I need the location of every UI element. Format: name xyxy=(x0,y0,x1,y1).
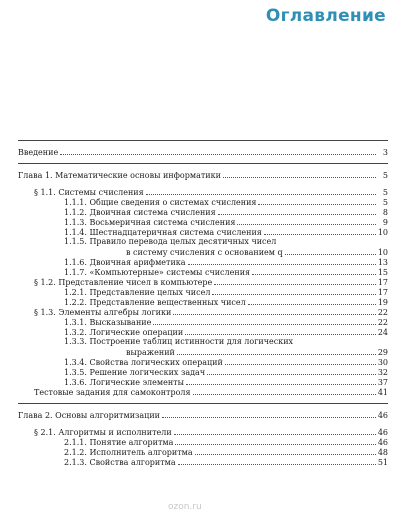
spacer xyxy=(18,420,388,427)
toc-entry-page: 8 xyxy=(382,208,388,217)
toc-entry[interactable] xyxy=(18,387,388,397)
dot-leader xyxy=(212,287,375,295)
dot-leader xyxy=(195,447,376,455)
page-title: Оглавление xyxy=(265,6,386,26)
toc-entry-page: 46 xyxy=(377,438,388,447)
toc-entry-label: 2.1.1. Понятие алгоритма xyxy=(64,438,174,447)
toc-entry-page: 30 xyxy=(377,358,388,367)
dot-leader xyxy=(252,267,376,275)
toc-entry-label: Введение xyxy=(18,148,59,157)
toc-entry[interactable] xyxy=(18,237,388,247)
toc-entry-label: 1.2.1. Представление целых чисел xyxy=(64,288,211,297)
toc-entry[interactable] xyxy=(18,207,388,217)
dot-leader xyxy=(173,307,376,315)
toc-entry[interactable] xyxy=(18,297,388,307)
toc-entry-page: 48 xyxy=(377,448,388,457)
toc-entry[interactable] xyxy=(18,437,388,447)
separator-line xyxy=(18,163,388,164)
dot-leader xyxy=(258,197,376,205)
toc-entry-label: § 1.1. Системы счисления xyxy=(34,188,144,197)
toc-entry-label: 1.3.3. Построение таблиц истинности для логических xyxy=(64,337,294,346)
dot-leader xyxy=(60,147,376,155)
dot-leader xyxy=(237,217,376,225)
toc-entry-page: 13 xyxy=(377,258,388,267)
toc-entry-page: 37 xyxy=(377,378,388,387)
toc-entry-page: 15 xyxy=(377,268,388,277)
toc-entry-label: Глава 2. Основы алгоритмизации xyxy=(18,411,160,420)
toc-entry-page: 51 xyxy=(377,458,388,467)
toc-entry-label: 1.3.6. Логические элементы xyxy=(64,378,184,387)
toc-entry-label: 1.3.2. Логические операции xyxy=(64,328,184,337)
dot-leader xyxy=(225,357,376,365)
dot-leader xyxy=(188,257,376,265)
toc-entry[interactable] xyxy=(18,327,388,337)
toc-entry-page: 10 xyxy=(377,228,388,237)
toc-entry-page: 9 xyxy=(382,218,388,227)
toc-entry[interactable] xyxy=(18,257,388,267)
toc-entry[interactable] xyxy=(18,307,388,317)
spacer xyxy=(18,180,388,187)
toc-entry-page: 10 xyxy=(377,248,388,257)
toc-entry[interactable] xyxy=(18,287,388,297)
toc-entry[interactable] xyxy=(18,427,388,437)
toc-entry[interactable] xyxy=(18,187,388,197)
dot-leader xyxy=(177,347,376,355)
toc-entry[interactable] xyxy=(18,347,388,357)
toc-entry[interactable] xyxy=(18,170,388,180)
toc-entry-label: 1.1.5. Правило перевода целых десятичных чисел xyxy=(64,237,277,246)
toc-entry[interactable] xyxy=(18,337,388,347)
toc-entry-page: 41 xyxy=(377,388,388,397)
toc-entry-page: 22 xyxy=(377,308,388,317)
toc-entry-label: § 1.3. Элементы алгебры логики xyxy=(34,308,172,317)
dot-leader xyxy=(162,410,376,418)
toc-entry[interactable] xyxy=(18,357,388,367)
dot-leader xyxy=(178,457,376,465)
toc-entry-page: 46 xyxy=(377,411,388,420)
toc-entry-label: 1.2.2. Представление вещественных чисел xyxy=(64,298,246,307)
toc-entry-page: 19 xyxy=(377,298,388,307)
dot-leader xyxy=(207,367,376,375)
table-of-contents xyxy=(18,134,388,467)
toc-entry-label: 1.1.2. Двоичная система счисления xyxy=(64,208,216,217)
toc-entry-label: 1.3.1. Высказывание xyxy=(64,318,152,327)
toc-entry-label: § 1.2. Представление чисел в компьютере xyxy=(34,278,213,287)
toc-entry[interactable] xyxy=(18,247,388,257)
toc-entry-page: 5 xyxy=(382,198,388,207)
separator-line xyxy=(18,403,388,404)
toc-entry-page: 17 xyxy=(377,288,388,297)
toc-entry[interactable] xyxy=(18,410,388,420)
toc-entry-page: 24 xyxy=(377,328,388,337)
dot-leader xyxy=(264,227,376,235)
toc-entry-label: 1.1.4. Шестнадцатеричная система счисления xyxy=(64,228,262,237)
toc-entry[interactable] xyxy=(18,217,388,227)
toc-entry-label: 2.1.3. Свойства алгоритма xyxy=(64,458,176,467)
toc-entry[interactable] xyxy=(18,317,388,327)
toc-entry[interactable] xyxy=(18,197,388,207)
toc-entry-page: 17 xyxy=(377,278,388,287)
dot-leader xyxy=(185,327,376,335)
toc-entry[interactable] xyxy=(18,367,388,377)
toc-entry-page: 29 xyxy=(377,348,388,357)
toc-entry-label: 1.1.3. Восьмеричная система счисления xyxy=(64,218,236,227)
toc-entry-label: выражений xyxy=(126,348,175,357)
separator-line xyxy=(18,140,388,141)
toc-entry-label: 1.3.5. Решение логических задач xyxy=(64,368,206,377)
dot-leader xyxy=(153,317,375,325)
toc-entry-label: в систему счисления с основанием q xyxy=(126,248,283,257)
toc-entry-page: 32 xyxy=(377,368,388,377)
dot-leader xyxy=(146,187,376,195)
dot-leader xyxy=(223,170,376,178)
dot-leader xyxy=(285,247,376,255)
toc-entry-label: 2.1.2. Исполнитель алгоритма xyxy=(64,448,193,457)
toc-entry[interactable] xyxy=(18,267,388,277)
toc-entry-label: Тестовые задания для самоконтроля xyxy=(34,388,191,397)
toc-entry-label: 1.1.1. Общие сведения о системах счисления xyxy=(64,198,257,207)
toc-entry[interactable] xyxy=(18,447,388,457)
toc-entry-label: § 2.1. Алгоритмы и исполнители xyxy=(34,428,172,437)
toc-entry-label: Глава 1. Математические основы информатики xyxy=(18,171,221,180)
toc-entry[interactable] xyxy=(18,457,388,467)
toc-entry-page: 3 xyxy=(382,148,388,157)
dot-leader xyxy=(248,297,376,305)
toc-entry-page: 22 xyxy=(377,318,388,327)
dot-leader xyxy=(186,377,376,385)
watermark: ozon.ru xyxy=(168,502,202,512)
toc-entry-label: 1.1.7. «Компьютерные» системы счисления xyxy=(64,268,251,277)
toc-entry[interactable] xyxy=(18,377,388,387)
toc-entry-page: 5 xyxy=(382,171,388,180)
toc-entry[interactable] xyxy=(18,227,388,237)
toc-entry-page: 5 xyxy=(382,188,388,197)
dot-leader xyxy=(193,387,376,395)
toc-entry-label: 1.3.4. Свойства логических операций xyxy=(64,358,223,367)
dot-leader xyxy=(175,437,375,445)
toc-entry[interactable] xyxy=(18,277,388,287)
dot-leader xyxy=(218,207,376,215)
toc-entry[interactable] xyxy=(18,147,388,157)
toc-entry-label: 1.1.6. Двоичная арифметика xyxy=(64,258,186,267)
dot-leader xyxy=(214,277,376,285)
dot-leader xyxy=(174,427,376,435)
toc-entry-page: 46 xyxy=(377,428,388,437)
